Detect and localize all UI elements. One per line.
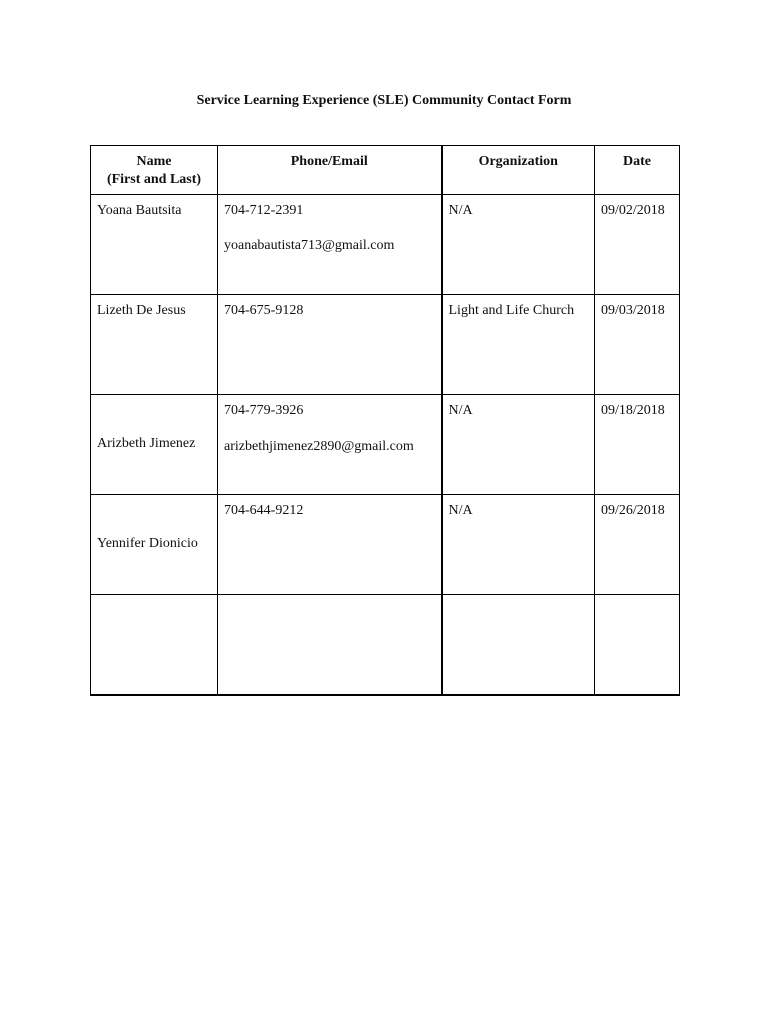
- contact-phone: 704-779-3926: [224, 403, 304, 418]
- table-row: [91, 595, 680, 695]
- phone-email-cell: [218, 195, 442, 295]
- name-cell: [91, 295, 218, 395]
- organization-cell: [442, 195, 595, 295]
- contact-organization: N/A: [448, 503, 473, 518]
- contact-organization: N/A: [448, 203, 473, 218]
- date-cell: [595, 395, 680, 495]
- page-title: Service Learning Experience (SLE) Community Contact Form: [196, 93, 572, 108]
- header-name-line1: Name: [136, 154, 172, 169]
- date-cell: [595, 295, 680, 395]
- contact-phone: 704-644-9212: [224, 503, 304, 518]
- contact-email: yoanabautista713@gmail.com: [224, 238, 395, 253]
- phone-email-cell: [218, 395, 442, 495]
- organization-cell: [442, 495, 595, 595]
- contact-phone: 704-712-2391: [224, 203, 304, 218]
- date-cell: [595, 595, 680, 695]
- header-date: Date: [595, 146, 680, 195]
- name-cell: [91, 395, 218, 495]
- contact-phone: 704-675-9128: [224, 303, 304, 318]
- contact-date: 09/02/2018: [601, 203, 665, 218]
- header-phone-email: Phone/Email: [218, 146, 442, 195]
- contact-table: [90, 145, 680, 696]
- header-name-line2: (First and Last): [106, 172, 202, 187]
- name-cell: [91, 595, 218, 695]
- date-cell: [595, 195, 680, 295]
- organization-cell: [442, 595, 595, 695]
- table-row: [91, 195, 680, 295]
- header-name: [91, 146, 218, 195]
- name-cell: [91, 495, 218, 595]
- table-row: [91, 395, 680, 495]
- contact-date: 09/03/2018: [601, 303, 665, 318]
- phone-email-cell: [218, 295, 442, 395]
- contact-email: arizbethjimenez2890@gmail.com: [224, 439, 414, 454]
- contact-name: Yennifer Dionicio: [97, 536, 198, 551]
- table-header-row: [91, 146, 680, 195]
- name-cell: [91, 195, 218, 295]
- contact-name: Lizeth De Jesus: [97, 303, 186, 318]
- organization-cell: [442, 395, 595, 495]
- organization-cell: [442, 295, 595, 395]
- date-cell: [595, 495, 680, 595]
- table-row: [91, 495, 680, 595]
- table-row: [91, 295, 680, 395]
- phone-email-cell: [218, 495, 442, 595]
- contact-name: Arizbeth Jimenez: [97, 436, 196, 451]
- contact-organization: Light and Life Church: [448, 303, 575, 318]
- header-organization: Organization: [442, 146, 595, 195]
- contact-name: Yoana Bautsita: [97, 203, 182, 218]
- contact-date: 09/18/2018: [601, 403, 665, 418]
- phone-email-cell: [218, 595, 442, 695]
- contact-organization: N/A: [448, 403, 473, 418]
- contact-date: 09/26/2018: [601, 503, 665, 518]
